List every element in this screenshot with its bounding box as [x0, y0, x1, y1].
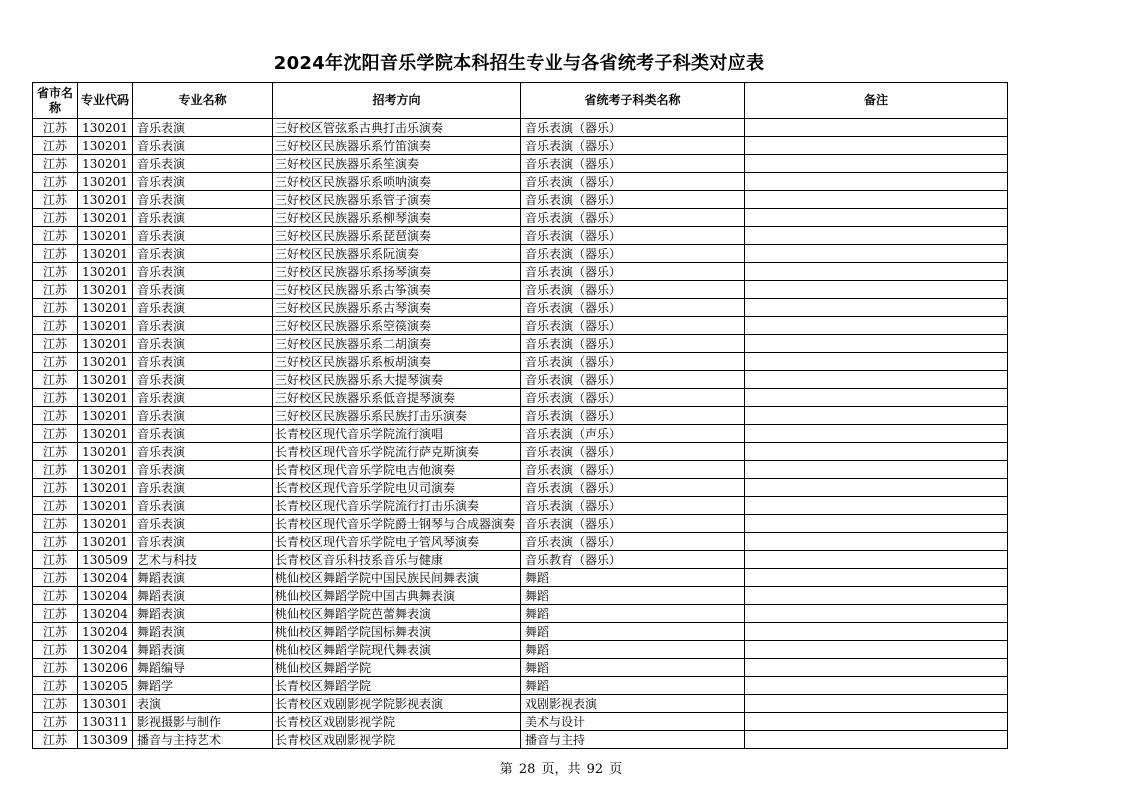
- cell-major: 舞蹈编导: [133, 659, 273, 677]
- cell-code: 130201: [78, 479, 133, 497]
- cell-major: 音乐表演: [133, 119, 273, 137]
- page-title: 2024年沈阳音乐学院本科招生专业与各省统考子科类对应表: [273, 53, 765, 74]
- cell-code: 130201: [78, 137, 133, 155]
- cell-remark: [745, 551, 1008, 569]
- table-row: [33, 227, 1008, 245]
- cell-remark: [745, 587, 1008, 605]
- cell-code: 130201: [78, 461, 133, 479]
- cell-code: 130201: [78, 173, 133, 191]
- cell-major: 音乐表演: [133, 335, 273, 353]
- cell-remark: [745, 209, 1008, 227]
- cell-code: 130201: [78, 335, 133, 353]
- cell-major: 音乐表演: [133, 317, 273, 335]
- cell-province: 江苏: [33, 479, 78, 497]
- cell-code: 130201: [78, 281, 133, 299]
- cell-code: 130201: [78, 209, 133, 227]
- cell-direction: 三好校区民族器乐系扬琴演奏: [273, 263, 521, 281]
- cell-remark: [745, 659, 1008, 677]
- cell-code: 130201: [78, 119, 133, 137]
- cell-major: 音乐表演: [133, 389, 273, 407]
- cell-code: 130201: [78, 497, 133, 515]
- cell-major: 音乐表演: [133, 245, 273, 263]
- cell-remark: [745, 605, 1008, 623]
- cell-major: 舞蹈表演: [133, 605, 273, 623]
- cell-remark: [745, 137, 1008, 155]
- cell-direction: 三好校区民族器乐系管子演奏: [273, 191, 521, 209]
- cell-code: 130311: [78, 713, 133, 731]
- header-direction: 招考方向: [273, 83, 521, 119]
- cell-direction: 三好校区民族器乐系琵琶演奏: [273, 227, 521, 245]
- table-row: [33, 695, 1008, 713]
- cell-major: 音乐表演: [133, 479, 273, 497]
- table-row: [33, 677, 1008, 695]
- cell-code: 130201: [78, 371, 133, 389]
- cell-code: 130201: [78, 515, 133, 533]
- cell-direction: 长青校区舞蹈学院: [273, 677, 521, 695]
- cell-province: 江苏: [33, 497, 78, 515]
- cell-code: 130201: [78, 389, 133, 407]
- cell-province: 江苏: [33, 713, 78, 731]
- cell-province: 江苏: [33, 119, 78, 137]
- table-row: [33, 137, 1008, 155]
- cell-major: 音乐表演: [133, 281, 273, 299]
- cell-province: 江苏: [33, 209, 78, 227]
- table-row: [33, 587, 1008, 605]
- cell-remark: [745, 335, 1008, 353]
- cell-code: 130201: [78, 533, 133, 551]
- cell-major: 艺术与科技: [133, 551, 273, 569]
- cell-major: 音乐表演: [133, 191, 273, 209]
- cell-direction: 长青校区现代音乐学院电吉他演奏: [273, 461, 521, 479]
- cell-category: 美术与设计: [521, 713, 745, 731]
- cell-direction: 三好校区民族器乐系古筝演奏: [273, 281, 521, 299]
- table-row: [33, 425, 1008, 443]
- cell-remark: [745, 569, 1008, 587]
- cell-province: 江苏: [33, 281, 78, 299]
- table-row: [33, 659, 1008, 677]
- cell-category: 舞蹈: [521, 605, 745, 623]
- cell-direction: 桃仙校区舞蹈学院现代舞表演: [273, 641, 521, 659]
- cell-direction: 三好校区民族器乐系古琴演奏: [273, 299, 521, 317]
- table-row: [33, 263, 1008, 281]
- cell-code: 130201: [78, 353, 133, 371]
- cell-direction: 桃仙校区舞蹈学院国标舞表演: [273, 623, 521, 641]
- page-footer: 第 28 页，共 92 页: [499, 762, 623, 777]
- cell-province: 江苏: [33, 677, 78, 695]
- cell-category: 音乐表演（器乐）: [521, 245, 745, 263]
- cell-code: 130204: [78, 623, 133, 641]
- cell-remark: [745, 407, 1008, 425]
- cell-major: 播音与主持艺术: [133, 731, 273, 749]
- cell-direction: 三好校区民族器乐系柳琴演奏: [273, 209, 521, 227]
- cell-category: 音乐表演（器乐）: [521, 353, 745, 371]
- cell-major: 音乐表演: [133, 173, 273, 191]
- cell-direction: 三好校区民族器乐系竹笛演奏: [273, 137, 521, 155]
- table-row: [33, 731, 1008, 749]
- cell-category: 音乐表演（器乐）: [521, 515, 745, 533]
- cell-direction: 三好校区民族器乐系箜篌演奏: [273, 317, 521, 335]
- cell-code: 130201: [78, 407, 133, 425]
- cell-remark: [745, 479, 1008, 497]
- cell-major: 表演: [133, 695, 273, 713]
- table-row: [33, 299, 1008, 317]
- cell-category: 舞蹈: [521, 659, 745, 677]
- header-code: 专业代码: [78, 83, 133, 119]
- cell-major: 音乐表演: [133, 371, 273, 389]
- cell-major: 舞蹈学: [133, 677, 273, 695]
- cell-province: 江苏: [33, 695, 78, 713]
- cell-major: 舞蹈表演: [133, 587, 273, 605]
- cell-major: 音乐表演: [133, 137, 273, 155]
- cell-direction: 三好校区民族器乐系民族打击乐演奏: [273, 407, 521, 425]
- cell-direction: 三好校区民族器乐系唢呐演奏: [273, 173, 521, 191]
- cell-code: 130201: [78, 191, 133, 209]
- cell-province: 江苏: [33, 731, 78, 749]
- cell-category: 音乐表演（器乐）: [521, 209, 745, 227]
- table-row: [33, 209, 1008, 227]
- table-row: [33, 461, 1008, 479]
- cell-major: 音乐表演: [133, 515, 273, 533]
- cell-direction: 长青校区戏剧影视学院影视表演: [273, 695, 521, 713]
- table-row: [33, 281, 1008, 299]
- cell-direction: 三好校区管弦系古典打击乐演奏: [273, 119, 521, 137]
- cell-province: 江苏: [33, 317, 78, 335]
- cell-code: 130206: [78, 659, 133, 677]
- cell-major: 音乐表演: [133, 497, 273, 515]
- table-row: [33, 479, 1008, 497]
- cell-remark: [745, 641, 1008, 659]
- cell-province: 江苏: [33, 623, 78, 641]
- cell-major: 音乐表演: [133, 407, 273, 425]
- table-row: [33, 173, 1008, 191]
- cell-code: 130301: [78, 695, 133, 713]
- cell-remark: [745, 533, 1008, 551]
- cell-remark: [745, 371, 1008, 389]
- cell-province: 江苏: [33, 137, 78, 155]
- cell-province: 江苏: [33, 245, 78, 263]
- cell-category: 音乐表演（器乐）: [521, 335, 745, 353]
- cell-direction: 三好校区民族器乐系板胡演奏: [273, 353, 521, 371]
- cell-direction: 三好校区民族器乐系阮演奏: [273, 245, 521, 263]
- cell-direction: 长青校区戏剧影视学院: [273, 713, 521, 731]
- cell-category: 音乐表演（器乐）: [521, 407, 745, 425]
- header-category: 省统考子科类名称: [521, 83, 745, 119]
- table-row: [33, 389, 1008, 407]
- cell-direction: 三好校区民族器乐系二胡演奏: [273, 335, 521, 353]
- cell-category: 音乐表演（器乐）: [521, 281, 745, 299]
- table-row: [33, 371, 1008, 389]
- cell-category: 音乐表演（器乐）: [521, 479, 745, 497]
- table-row: [33, 713, 1008, 731]
- cell-direction: 桃仙校区舞蹈学院: [273, 659, 521, 677]
- cell-remark: [745, 677, 1008, 695]
- cell-category: 音乐表演（器乐）: [521, 299, 745, 317]
- cell-direction: 长青校区现代音乐学院流行演唱: [273, 425, 521, 443]
- table-row: [33, 551, 1008, 569]
- header-province: 省市名称: [33, 83, 78, 119]
- cell-remark: [745, 227, 1008, 245]
- cell-province: 江苏: [33, 155, 78, 173]
- cell-major: 音乐表演: [133, 533, 273, 551]
- cell-remark: [745, 353, 1008, 371]
- cell-direction: 三好校区民族器乐系低音提琴演奏: [273, 389, 521, 407]
- cell-code: 130509: [78, 551, 133, 569]
- table-row: [33, 191, 1008, 209]
- cell-remark: [745, 443, 1008, 461]
- cell-category: 音乐表演（器乐）: [521, 173, 745, 191]
- cell-remark: [745, 281, 1008, 299]
- cell-code: 130201: [78, 317, 133, 335]
- cell-province: 江苏: [33, 263, 78, 281]
- cell-remark: [745, 173, 1008, 191]
- cell-province: 江苏: [33, 389, 78, 407]
- cell-province: 江苏: [33, 659, 78, 677]
- cell-category: 舞蹈: [521, 623, 745, 641]
- cell-direction: 长青校区现代音乐学院流行萨克斯演奏: [273, 443, 521, 461]
- cell-major: 音乐表演: [133, 461, 273, 479]
- cell-category: 音乐表演（器乐）: [521, 317, 745, 335]
- cell-province: 江苏: [33, 407, 78, 425]
- cell-remark: [745, 731, 1008, 749]
- cell-category: 音乐表演（器乐）: [521, 371, 745, 389]
- cell-remark: [745, 317, 1008, 335]
- cell-code: 130201: [78, 263, 133, 281]
- cell-code: 130204: [78, 641, 133, 659]
- table-row: [33, 335, 1008, 353]
- cell-remark: [745, 695, 1008, 713]
- cell-category: 舞蹈: [521, 569, 745, 587]
- table-row: [33, 353, 1008, 371]
- table-body: [33, 119, 1008, 749]
- cell-direction: 长青校区现代音乐学院爵士钢琴与合成器演奏: [273, 515, 521, 533]
- header-remark: 备注: [745, 83, 1008, 119]
- cell-remark: [745, 191, 1008, 209]
- cell-province: 江苏: [33, 641, 78, 659]
- cell-province: 江苏: [33, 533, 78, 551]
- table-row: [33, 407, 1008, 425]
- cell-major: 音乐表演: [133, 299, 273, 317]
- cell-category: 音乐表演（器乐）: [521, 389, 745, 407]
- cell-category: 音乐表演（声乐）: [521, 425, 745, 443]
- cell-direction: 长青校区现代音乐学院电贝司演奏: [273, 479, 521, 497]
- cell-major: 音乐表演: [133, 263, 273, 281]
- cell-remark: [745, 461, 1008, 479]
- cell-province: 江苏: [33, 587, 78, 605]
- cell-province: 江苏: [33, 371, 78, 389]
- cell-major: 舞蹈表演: [133, 623, 273, 641]
- cell-code: 130201: [78, 227, 133, 245]
- cell-province: 江苏: [33, 515, 78, 533]
- cell-code: 130201: [78, 299, 133, 317]
- table-row: [33, 245, 1008, 263]
- table-row: [33, 119, 1008, 137]
- cell-province: 江苏: [33, 425, 78, 443]
- cell-major: 音乐表演: [133, 209, 273, 227]
- cell-category: 音乐表演（器乐）: [521, 191, 745, 209]
- cell-major: 舞蹈表演: [133, 569, 273, 587]
- table-row: [33, 155, 1008, 173]
- cell-major: 影视摄影与制作: [133, 713, 273, 731]
- cell-category: 音乐表演（器乐）: [521, 461, 745, 479]
- cell-province: 江苏: [33, 443, 78, 461]
- cell-province: 江苏: [33, 173, 78, 191]
- cell-remark: [745, 263, 1008, 281]
- cell-direction: 长青校区现代音乐学院流行打击乐演奏: [273, 497, 521, 515]
- cell-category: 舞蹈: [521, 587, 745, 605]
- cell-code: 130201: [78, 443, 133, 461]
- cell-category: 音乐表演（器乐）: [521, 155, 745, 173]
- cell-code: 130204: [78, 569, 133, 587]
- cell-category: 音乐表演（器乐）: [521, 263, 745, 281]
- cell-province: 江苏: [33, 191, 78, 209]
- cell-code: 130309: [78, 731, 133, 749]
- table-row: [33, 515, 1008, 533]
- cell-direction: 桃仙校区舞蹈学院中国民族民间舞表演: [273, 569, 521, 587]
- table-row: [33, 605, 1008, 623]
- cell-province: 江苏: [33, 551, 78, 569]
- cell-code: 130205: [78, 677, 133, 695]
- cell-province: 江苏: [33, 461, 78, 479]
- cell-category: 音乐表演（器乐）: [521, 497, 745, 515]
- cell-category: 音乐表演（器乐）: [521, 119, 745, 137]
- cell-direction: 三好校区民族器乐系笙演奏: [273, 155, 521, 173]
- cell-category: 舞蹈: [521, 641, 745, 659]
- cell-remark: [745, 713, 1008, 731]
- table-row: [33, 317, 1008, 335]
- table-row: [33, 497, 1008, 515]
- table-row: [33, 623, 1008, 641]
- cell-category: 音乐表演（器乐）: [521, 443, 745, 461]
- cell-category: 播音与主持: [521, 731, 745, 749]
- cell-remark: [745, 389, 1008, 407]
- table-row: [33, 533, 1008, 551]
- table-row: [33, 641, 1008, 659]
- cell-remark: [745, 497, 1008, 515]
- cell-category: 舞蹈: [521, 677, 745, 695]
- cell-category: 音乐表演（器乐）: [521, 227, 745, 245]
- cell-remark: [745, 623, 1008, 641]
- cell-remark: [745, 425, 1008, 443]
- cell-major: 音乐表演: [133, 425, 273, 443]
- cell-major: 音乐表演: [133, 443, 273, 461]
- cell-major: 音乐表演: [133, 155, 273, 173]
- cell-province: 江苏: [33, 353, 78, 371]
- cell-remark: [745, 515, 1008, 533]
- cell-category: 音乐教育（器乐）: [521, 551, 745, 569]
- cell-direction: 桃仙校区舞蹈学院中国古典舞表演: [273, 587, 521, 605]
- cell-province: 江苏: [33, 299, 78, 317]
- cell-code: 130201: [78, 425, 133, 443]
- cell-code: 130201: [78, 155, 133, 173]
- cell-remark: [745, 119, 1008, 137]
- cell-province: 江苏: [33, 569, 78, 587]
- cell-category: 戏剧影视表演: [521, 695, 745, 713]
- cell-direction: 长青校区戏剧影视学院: [273, 731, 521, 749]
- cell-code: 130201: [78, 245, 133, 263]
- cell-direction: 桃仙校区舞蹈学院芭蕾舞表演: [273, 605, 521, 623]
- cell-direction: 长青校区现代音乐学院电子管风琴演奏: [273, 533, 521, 551]
- header-major: 专业名称: [133, 83, 273, 119]
- table-row: [33, 569, 1008, 587]
- cell-code: 130204: [78, 587, 133, 605]
- cell-province: 江苏: [33, 605, 78, 623]
- cell-major: 音乐表演: [133, 353, 273, 371]
- cell-code: 130204: [78, 605, 133, 623]
- cell-remark: [745, 155, 1008, 173]
- cell-category: 音乐表演（器乐）: [521, 533, 745, 551]
- cell-province: 江苏: [33, 227, 78, 245]
- cell-direction: 三好校区民族器乐系大提琴演奏: [273, 371, 521, 389]
- header-row: [33, 83, 1008, 119]
- cell-province: 江苏: [33, 335, 78, 353]
- table-row: [33, 443, 1008, 461]
- cell-major: 舞蹈表演: [133, 641, 273, 659]
- cell-category: 音乐表演（器乐）: [521, 137, 745, 155]
- cell-remark: [745, 299, 1008, 317]
- cell-major: 音乐表演: [133, 227, 273, 245]
- cell-remark: [745, 245, 1008, 263]
- cell-direction: 长青校区音乐科技系音乐与健康: [273, 551, 521, 569]
- admission-table: [32, 82, 1008, 749]
